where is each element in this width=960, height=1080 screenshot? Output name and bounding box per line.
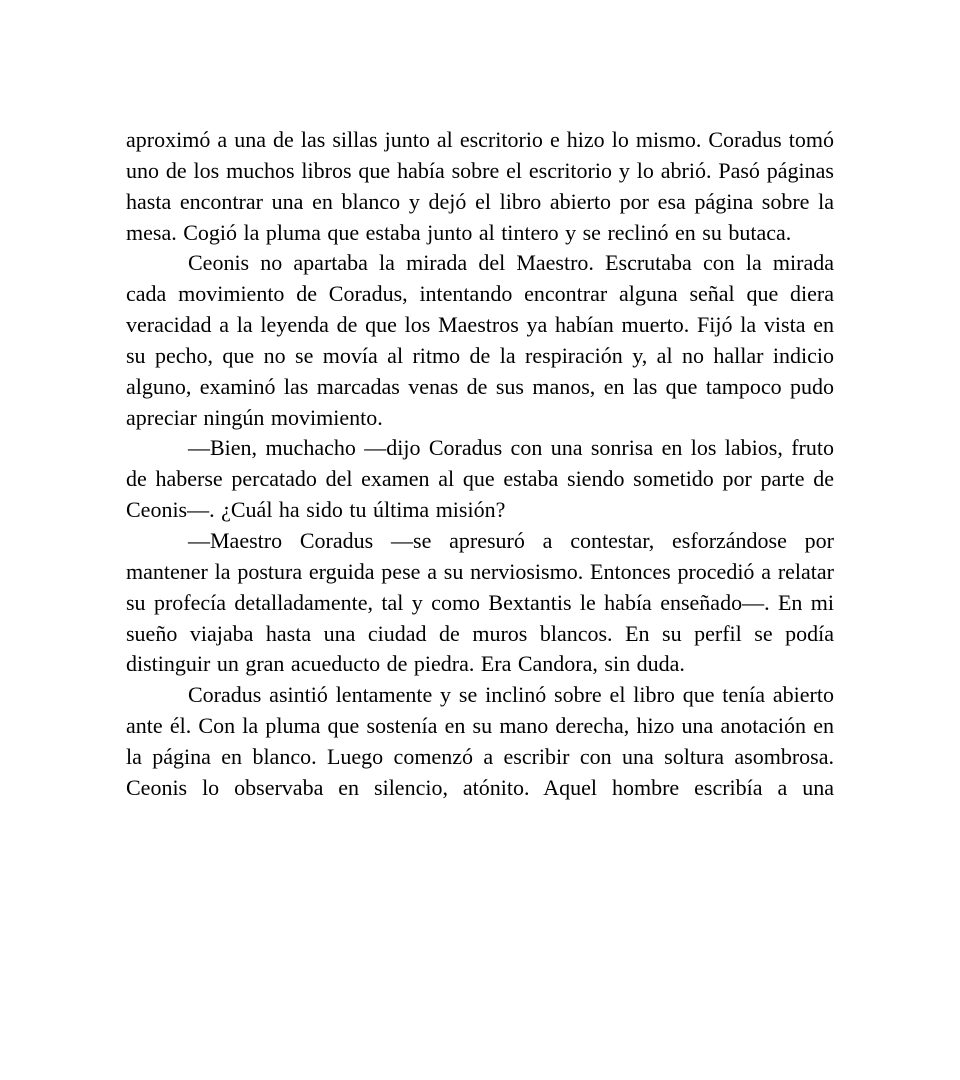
paragraph-dialogue: —Bien, muchacho —dijo Coradus con una sonrisa en los labios, fruto de haberse percatado del examen al que estaba siendo sometido por parte de Ceonis—. ¿Cuál ha sido tu última misión? — [126, 435, 834, 523]
paragraph: Coradus asintió lentamente y se inclinó sobre el libro que tenía abierto ante él. Con la pluma que sostenía en su mano derecha, hizo una anotación en la página en blanco. Luego comenzó a escribir con una soltura asombrosa. Ceonis lo observaba en silencio, atónito. Aquel hombre escribía a una — [126, 682, 834, 800]
page-text-block — [126, 125, 834, 804]
paragraph-dialogue: —Maestro Coradus —se apresuró a contestar, esforzándose por mantener la postura erguida pese a su nerviosismo. Entonces procedió a relatar su profecía detalladamente, tal y como Bextantis le había enseñado—. En mi sueño viajaba hasta una ciudad de muros blancos. En su perfil se podía distinguir un gran acueducto de piedra. Era Candora, sin duda. — [126, 527, 834, 677]
paragraph: Ceonis no apartaba la mirada del Maestro. Escrutaba con la mirada cada movimiento de Coradus, intentando encontrar alguna señal que diera veracidad a la leyenda de que los Maestros ya habían muerto. Fijó la vista en su pecho, que no se movía al ritmo de la respiración y, al no hallar indicio alguno, examinó las marcadas venas de sus manos, en las que tampoco pudo apreciar ningún movimiento. — [126, 250, 834, 430]
paragraph-continuation: aproximó a una de las sillas junto al escritorio e hizo lo mismo. Coradus tomó uno de los muchos libros que había sobre el escritorio y lo abrió. Pasó páginas hasta encontrar una en blanco y dejó el libro abierto por esa página sobre la mesa. Cogió la pluma que estaba junto al tintero y se reclinó en su butaca. — [126, 127, 834, 245]
